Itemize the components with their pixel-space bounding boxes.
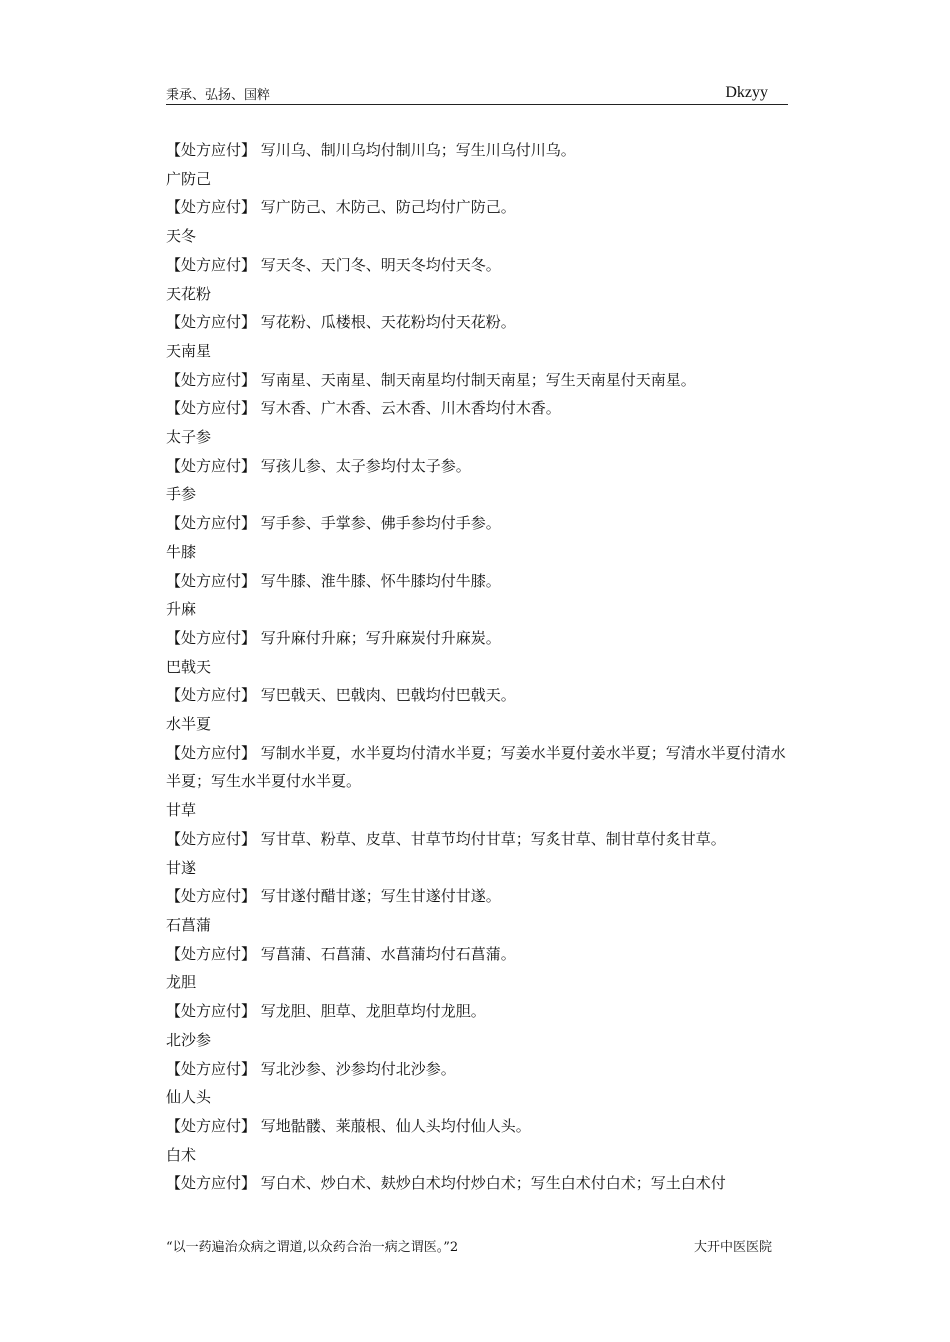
herb-name: 天冬 <box>166 227 197 246</box>
footer-quote: “以一药遍治众病之谓道,以众药合治一病之谓医。”2 <box>166 1240 459 1255</box>
dispensing-rule: 【处方应付】 写北沙参、沙参均付北沙参。 <box>166 1059 456 1078</box>
herb-name: 甘草 <box>166 801 197 820</box>
dispensing-rule: 【处方应付】 写天冬、天门冬、明天冬均付天冬。 <box>166 255 501 274</box>
dispensing-rule: 【处方应付】 写广防己、木防己、防己均付广防己。 <box>166 198 516 217</box>
herb-name: 天南星 <box>166 341 212 360</box>
document-body <box>166 136 788 1198</box>
herb-name: 水半夏 <box>166 715 212 734</box>
dispensing-rule: 【处方应付】 写地骷髅、莱菔根、仙人头均付仙人头。 <box>166 1116 531 1135</box>
footer-hospital-name: 大开中医医院 <box>694 1240 773 1255</box>
dispensing-rule: 【处方应付】 写孩儿参、太子参均付太子参。 <box>166 456 471 475</box>
dispensing-rule: 【处方应付】 写甘遂付醋甘遂；写生甘遂付甘遂。 <box>166 887 501 906</box>
dispensing-rule: 【处方应付】 写菖蒲、石菖蒲、水菖蒲均付石菖蒲。 <box>166 944 516 963</box>
dispensing-rule: 【处方应付】 写花粉、瓜楼根、天花粉均付天花粉。 <box>166 313 516 332</box>
dispensing-rule: 【处方应付】 写白术、炒白术、麸炒白术均付炒白术；写生白术付白术；写土白术付 <box>166 1174 726 1193</box>
herb-name: 升麻 <box>166 600 197 619</box>
dispensing-rule: 【处方应付】 写手参、手掌参、佛手参均付手参。 <box>166 514 501 533</box>
dispensing-rule: 【处方应付】 写木香、广木香、云木香、川木香均付木香。 <box>166 399 561 418</box>
herb-name: 白术 <box>166 1145 197 1164</box>
herb-name: 广防己 <box>166 169 212 188</box>
herb-name: 石菖蒲 <box>166 915 212 934</box>
herb-name: 太子参 <box>166 428 212 447</box>
dispensing-rule: 【处方应付】 写南星、天南星、制天南星均付制天南星；写生天南星付天南星。 <box>166 370 696 389</box>
herb-name: 甘遂 <box>166 858 197 877</box>
herb-name: 仙人头 <box>166 1088 212 1107</box>
dispensing-rule: 【处方应付】 写升麻付升麻；写升麻炭付升麻炭。 <box>166 628 501 647</box>
herb-name: 手参 <box>166 485 197 504</box>
dispensing-rule: 【处方应付】 写龙胆、胆草、龙胆草均付龙胆。 <box>166 1002 486 1021</box>
dispensing-rule: 【处方应付】 写牛膝、淮牛膝、怀牛膝均付牛膝。 <box>166 571 501 590</box>
dispensing-rule: 【处方应付】 写巴戟天、巴戟肉、巴戟均付巴戟天。 <box>166 686 516 705</box>
herb-name: 天花粉 <box>166 284 212 303</box>
header-motto: 秉承、弘扬、国粹 <box>166 88 271 103</box>
herb-name: 龙胆 <box>166 973 197 992</box>
dispensing-rule: 【处方应付】 写制水半夏，水半夏均付清水半夏；写姜水半夏付姜水半夏；写清水半夏付清水半夏；写生水半夏付水半夏。 <box>166 743 786 791</box>
herb-name: 牛膝 <box>166 542 197 561</box>
herb-name: 北沙参 <box>166 1030 212 1049</box>
page-header <box>166 80 788 105</box>
header-brand: Dkzyy <box>725 84 768 101</box>
herb-name: 巴戟天 <box>166 657 212 676</box>
dispensing-rule: 【处方应付】 写川乌、制川乌均付制川乌；写生川乌付川乌。 <box>166 141 576 159</box>
dispensing-rule: 【处方应付】 写甘草、粉草、皮草、甘草节均付甘草；写炙甘草、制甘草付炙甘草。 <box>166 829 726 848</box>
